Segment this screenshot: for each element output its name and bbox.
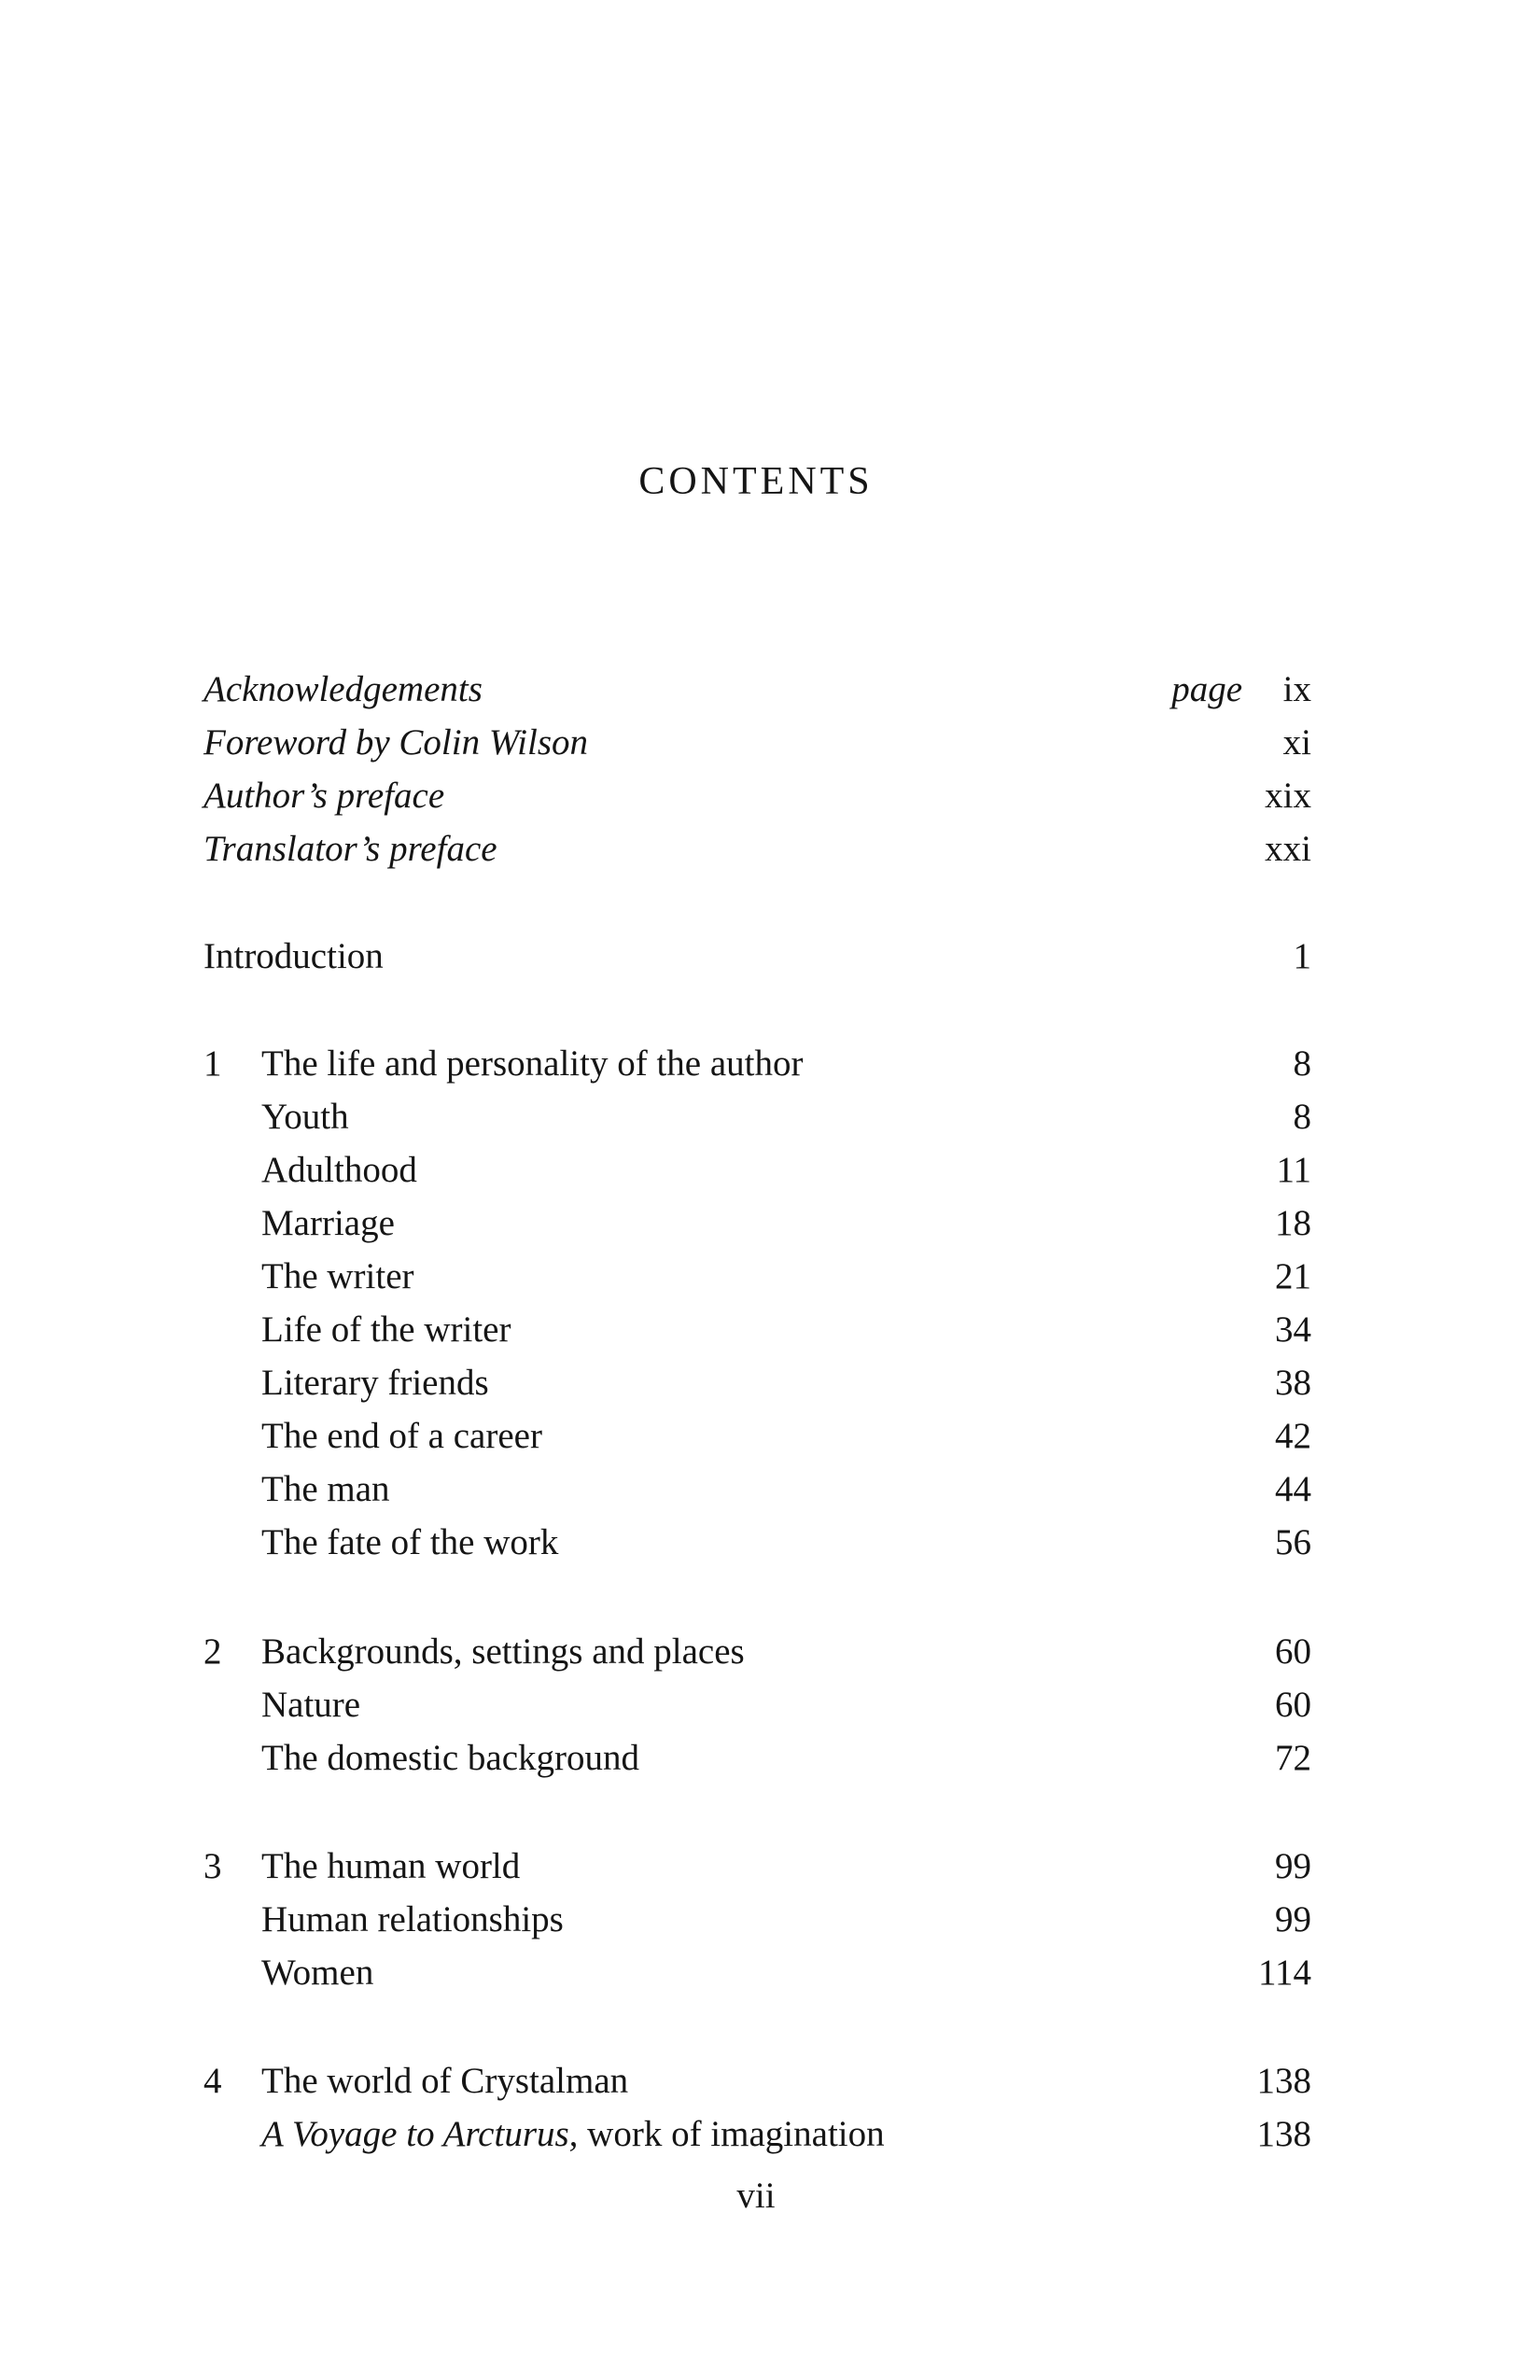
chapter-title: Backgrounds, settings and places: [261, 1631, 745, 1672]
toc-section: [203, 1897, 1311, 1943]
toc-section: [203, 1466, 1311, 1513]
section-title-italic: A Voyage to Arcturus,: [261, 2114, 579, 2154]
toc-chapter-3: [203, 1843, 1311, 1890]
entry-page: 42: [1275, 1416, 1311, 1456]
entry-page: 99: [1275, 1846, 1311, 1886]
page-column-label: page: [1171, 669, 1242, 709]
toc-chapter-1: [203, 1041, 1311, 1087]
entry-page: xi: [1282, 722, 1311, 763]
chapter-number: 1: [203, 1043, 222, 1084]
section-title: The writer: [261, 1256, 414, 1296]
page-title: CONTENTS: [638, 460, 874, 503]
entry-page: 138: [1256, 2114, 1311, 2154]
section-title: The fate of the work: [261, 1522, 559, 1562]
toc-entry-acknowledgements: [203, 666, 1311, 713]
entry-page: 8: [1293, 1043, 1311, 1084]
section-title-rest: work of imagination: [578, 2114, 885, 2154]
chapter-title: The life and personality of the author: [261, 1043, 804, 1084]
toc-section: [203, 1413, 1311, 1460]
entry-page: xxi: [1265, 829, 1311, 869]
toc-section: [203, 1519, 1311, 1566]
entry-page: 44: [1275, 1469, 1311, 1509]
entry-page: 8: [1293, 1097, 1311, 1137]
entry-page: 56: [1275, 1522, 1311, 1562]
entry-title: Translator’s preface: [203, 829, 497, 869]
section-title: Life of the writer: [261, 1309, 511, 1350]
entry-page: 21: [1275, 1256, 1311, 1296]
page-number: vii: [736, 2176, 776, 2216]
entry-title: Introduction: [203, 936, 384, 976]
toc-entry-translators-preface: [203, 826, 1311, 873]
toc-section: [203, 1950, 1311, 1996]
entry-page: 60: [1275, 1631, 1311, 1672]
chapter-number: 4: [203, 2061, 222, 2101]
toc-section: [203, 1253, 1311, 1300]
section-title: Marriage: [261, 1203, 395, 1243]
toc-section: [203, 1200, 1311, 1247]
toc-chapter-2: [203, 1629, 1311, 1675]
chapter-title: The human world: [261, 1846, 521, 1886]
section-title: Women: [261, 1953, 374, 1993]
toc-entry-foreword: [203, 720, 1311, 766]
toc-section: [203, 1735, 1311, 1782]
section-title: Nature: [261, 1685, 361, 1725]
section-title: Adulthood: [261, 1150, 417, 1190]
entry-page: 138: [1256, 2061, 1311, 2101]
section-title: Human relationships: [261, 1899, 564, 1939]
entry-page: xix: [1265, 776, 1311, 816]
section-title: [261, 2111, 885, 2158]
entry-page: 1: [1293, 936, 1311, 976]
toc-chapter-4: [203, 2058, 1311, 2105]
entry-page: 114: [1257, 1953, 1311, 1993]
toc-section: [203, 1360, 1311, 1407]
entry-page: 11: [1276, 1150, 1311, 1190]
entry-title: Acknowledgements: [203, 669, 483, 709]
section-title: The end of a career: [261, 1416, 542, 1456]
toc-entry-authors-preface: [203, 773, 1311, 819]
section-title: The man: [261, 1469, 390, 1509]
section-title: Youth: [261, 1097, 349, 1137]
entry-page: 99: [1275, 1899, 1311, 1939]
toc-entry-introduction: [203, 933, 1311, 980]
entry-title: Author’s preface: [203, 776, 445, 816]
section-title: Literary friends: [261, 1363, 489, 1403]
entry-page: 72: [1275, 1738, 1311, 1778]
toc-section: [203, 2111, 1311, 2158]
chapter-title: The world of Crystalman: [261, 2061, 629, 2101]
toc-section: [203, 1307, 1311, 1353]
toc-section: [203, 1094, 1311, 1141]
chapter-number: 3: [203, 1846, 222, 1886]
toc-section: [203, 1147, 1311, 1194]
entry-title: Foreword by Colin Wilson: [203, 722, 589, 763]
entry-page: 60: [1275, 1685, 1311, 1725]
chapter-number: 2: [203, 1631, 222, 1672]
toc-section: [203, 1682, 1311, 1729]
entry-page: 18: [1275, 1203, 1311, 1243]
entry-page: ix: [1282, 669, 1311, 709]
section-title: The domestic background: [261, 1738, 640, 1778]
entry-page: 38: [1275, 1363, 1311, 1403]
entry-page: 34: [1275, 1309, 1311, 1350]
